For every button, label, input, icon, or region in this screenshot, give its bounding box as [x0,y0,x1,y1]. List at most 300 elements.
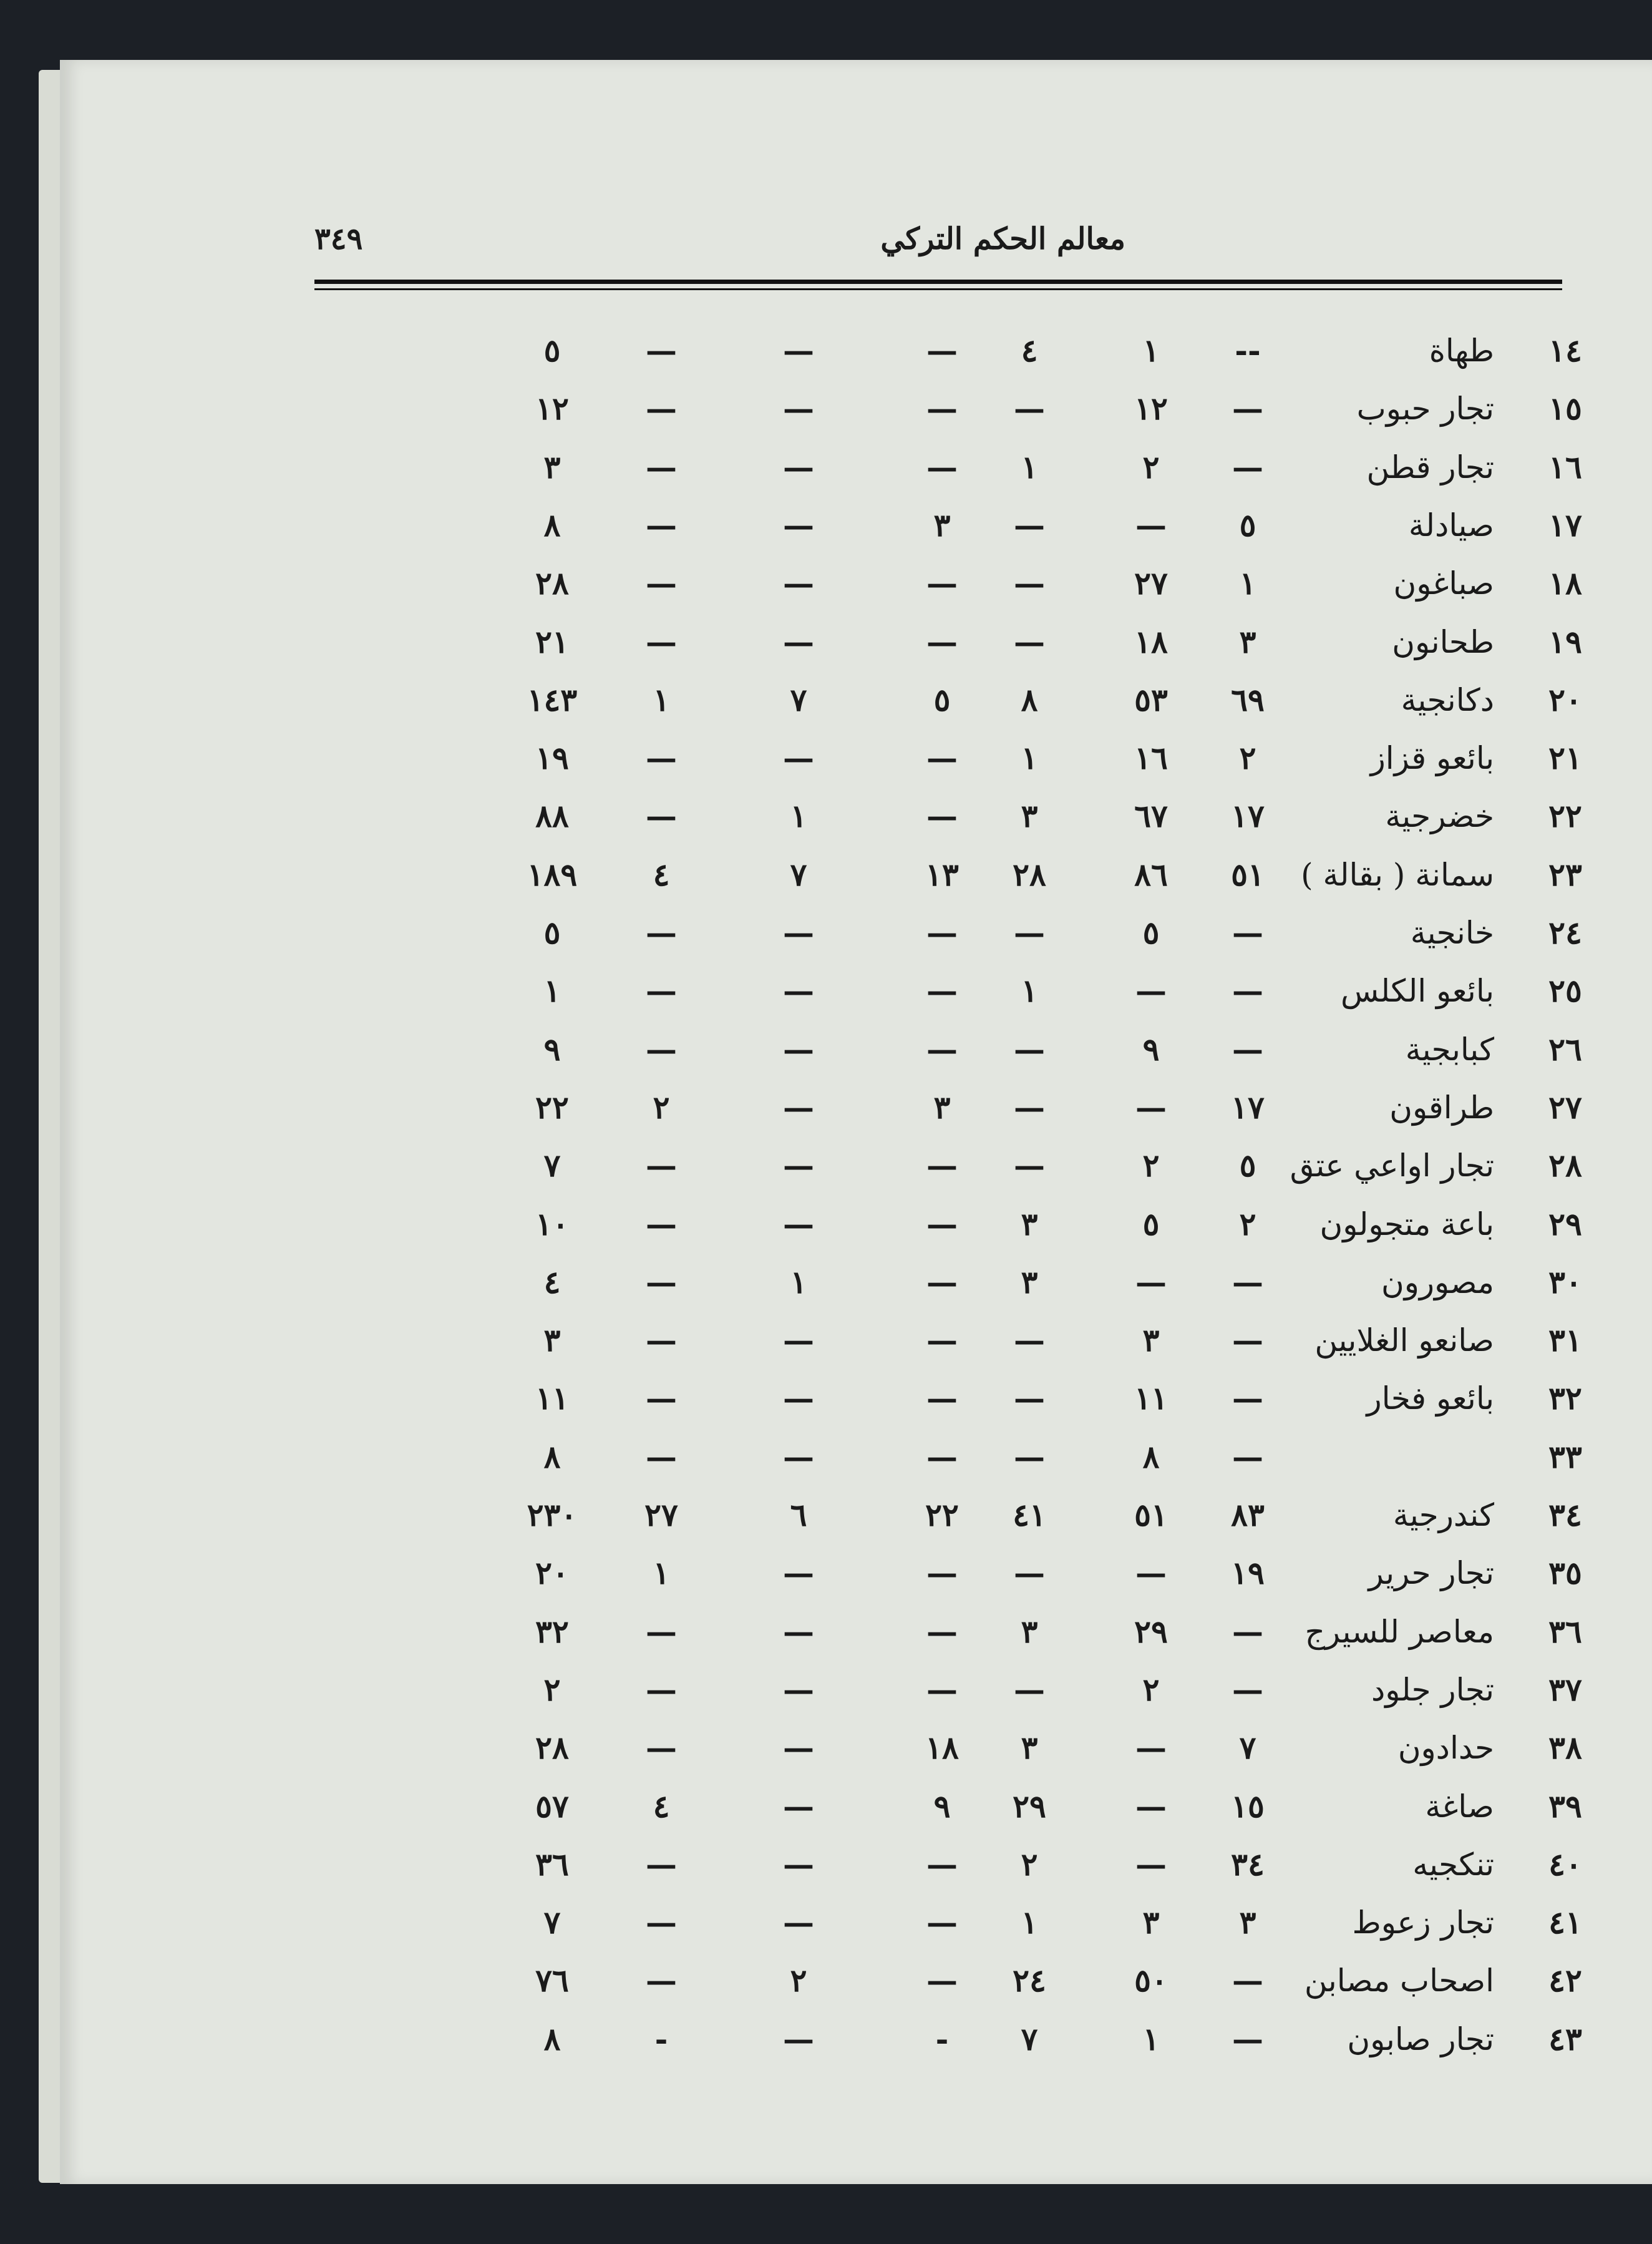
total-cell: ١٠ [535,1206,569,1242]
row-number: ١٦ [1548,449,1582,485]
value-cell: ٦ [790,1496,807,1533]
value-cell: ٧ [1239,1729,1256,1766]
value-cell: — [1135,1729,1167,1766]
occupation-name: صيادلة [1408,507,1494,544]
value-cell: ١ [1142,2021,1160,2057]
table-row [0,1079,1652,1136]
value-cell: — [1232,972,1263,1009]
value-cell: — [926,449,958,485]
value-cell: ٣ [1021,1729,1038,1766]
value-cell: ٣ [933,1089,951,1126]
value-cell: — [646,739,677,776]
value-cell: — [1014,1089,1045,1126]
value-cell: — [1014,1438,1045,1475]
value-cell: ٨ [1142,1438,1160,1475]
value-cell: ٥ [1239,1147,1256,1184]
occupation-name: كبابجية [1405,1032,1494,1068]
value-cell: ٧ [790,856,807,893]
value-cell: — [1135,1788,1167,1825]
value-cell: ١ [1021,739,1038,776]
value-cell: — [646,1322,677,1359]
table-row [0,1544,1652,1602]
value-cell: — [926,623,958,660]
total-cell: ٢٨ [535,1729,569,1766]
value-cell: — [926,1147,958,1184]
table-row [0,1894,1652,1951]
value-cell: ٤ [653,856,670,893]
value-cell: — [926,972,958,1009]
occupation-name: طهاة [1429,333,1494,369]
value-cell: ٥ [1142,914,1160,951]
value-cell: ٨ [1021,681,1038,718]
total-cell: ٢٠ [535,1554,569,1591]
value-cell: ٣ [1239,1904,1256,1941]
value-cell: — [926,1846,958,1883]
table-row [0,671,1652,729]
value-cell: ٥١ [1231,856,1265,893]
value-cell: — [926,1613,958,1650]
table-row [0,497,1652,554]
table-row [0,1836,1652,1893]
occupation-name: تنكجيه [1412,1846,1494,1883]
table-row [0,380,1652,437]
value-cell: ٢ [1142,1671,1160,1708]
value-cell: — [1135,1264,1167,1300]
value-cell: — [926,1380,958,1417]
value-cell: — [783,449,814,485]
value-cell: ٧ [790,681,807,718]
value-cell: ١ [653,681,670,718]
total-cell: ٥٧ [535,1788,569,1825]
value-cell: — [926,1322,958,1359]
value-cell: ٣ [1142,1322,1160,1359]
table-row [0,1486,1652,1544]
value-cell: ٦٩ [1231,681,1265,718]
value-cell: — [783,390,814,427]
value-cell: ٩ [1142,1031,1160,1068]
occupation-name: تجار صابون [1347,2021,1494,2057]
page-number: ٣٤٩ [314,222,363,256]
value-cell: — [1135,507,1167,544]
value-cell: — [1014,1147,1045,1184]
total-cell: ٨ [543,1438,561,1475]
value-cell: ٢٤ [1013,1962,1046,1999]
value-cell: ١ [1142,332,1160,369]
total-cell: ١٤٣ [527,681,578,718]
value-cell: ٢٩ [1134,1613,1168,1650]
total-cell: ٧ [543,1147,561,1184]
row-number: ٢٢ [1548,798,1582,834]
value-cell: ٥٠ [1134,1962,1168,1999]
value-cell: ٣ [1021,798,1038,834]
value-cell: — [646,1671,677,1708]
value-cell: ١٣ [925,856,959,893]
value-cell: — [783,1613,814,1650]
value-cell: — [783,972,814,1009]
row-number: ٤٣ [1548,2021,1582,2057]
value-cell: — [783,2021,814,2057]
total-cell: ٨ [543,507,561,544]
value-cell: — [783,1904,814,1941]
value-cell: — [783,623,814,660]
value-cell: — [926,798,958,834]
value-cell: — [783,739,814,776]
total-cell: ٨ [543,2021,561,2057]
occupation-name: باعة متجولون [1319,1206,1494,1242]
value-cell: ١ [790,1264,807,1300]
value-cell: — [926,1904,958,1941]
occupation-name: كندرجية [1392,1497,1494,1533]
occupation-name: تجار حبوب [1356,391,1494,427]
value-cell: ٣ [1021,1613,1038,1650]
total-cell: ١٩ [535,739,569,776]
value-cell: — [926,390,958,427]
value-cell: ٨٣ [1231,1496,1265,1533]
value-cell: — [646,1147,677,1184]
table-row [0,1254,1652,1311]
row-number: ٢٨ [1548,1147,1582,1184]
value-cell: — [646,1846,677,1883]
table-row [0,1312,1652,1369]
row-number: ٣٢ [1548,1380,1582,1417]
table-row [0,1603,1652,1661]
total-cell: ٥ [543,914,561,951]
value-cell: — [1232,1962,1263,1999]
value-cell: ١١ [1134,1380,1168,1417]
value-cell: ٣٤ [1231,1846,1265,1883]
value-cell: — [926,1554,958,1591]
value-cell: — [783,1788,814,1825]
value-cell: — [783,332,814,369]
value-cell: ٧ [1021,2021,1038,2057]
value-cell: — [646,1904,677,1941]
value-cell: ٢٨ [1013,856,1046,893]
value-cell: — [1135,972,1167,1009]
occupation-name: بائعو فخار [1366,1380,1494,1417]
value-cell: ٢ [790,1962,807,1999]
table-row [0,2011,1652,2068]
table-row [0,788,1652,845]
value-cell: ١٧ [1231,1089,1265,1126]
value-cell: — [646,449,677,485]
value-cell: ٣ [1239,623,1256,660]
value-cell: — [1232,449,1263,485]
row-number: ١٨ [1548,565,1582,602]
occupation-name: تجار قطن [1366,449,1494,485]
total-cell: ٧٦ [535,1962,569,1999]
occupation-name: حدادون [1397,1730,1494,1766]
total-cell: ٢١ [535,623,569,660]
row-number: ٢١ [1548,739,1582,776]
table-row [0,1196,1652,1253]
value-cell: - [654,2021,668,2057]
value-cell: — [926,565,958,602]
row-number: ٢٥ [1548,972,1582,1009]
value-cell: — [1014,1671,1045,1708]
row-number: ٣٩ [1548,1788,1582,1825]
occupation-name: تجار جلود [1371,1672,1494,1708]
value-cell: ٥ [1239,507,1256,544]
occupation-name: اصحاب مصابن [1304,1963,1494,1999]
occupation-name: طحانون [1392,624,1494,660]
value-cell: — [1232,1322,1263,1359]
total-cell: ٣ [543,449,561,485]
value-cell: — [646,332,677,369]
value-cell: — [646,798,677,834]
occupation-name: صانعو الغلايين [1314,1322,1494,1359]
value-cell: — [1232,390,1263,427]
row-number: ٣٧ [1548,1671,1582,1708]
value-cell: ٢ [1142,1147,1160,1184]
value-cell: — [1014,565,1045,602]
value-cell: — [783,1380,814,1417]
total-cell: ٣٢ [535,1613,569,1650]
total-cell: ٢٨ [535,565,569,602]
row-number: ٣٥ [1548,1554,1582,1591]
value-cell: — [926,332,958,369]
total-cell: ١٨٩ [527,856,578,893]
value-cell: — [926,739,958,776]
header-rule-thin [314,288,1562,290]
total-cell: ٢٣٠ [527,1496,578,1533]
value-cell: — [646,1380,677,1417]
value-cell: — [646,1438,677,1475]
value-cell: — [646,390,677,427]
value-cell: — [783,1554,814,1591]
value-cell: — [783,507,814,544]
value-cell: — [1014,507,1045,544]
value-cell: — [1014,1380,1045,1417]
row-number: ٣١ [1548,1322,1582,1359]
value-cell: ٥١ [1134,1496,1168,1533]
page-header [314,222,1562,278]
occupation-name: صباغون [1393,565,1494,602]
value-cell: — [783,914,814,951]
row-number: ٢٩ [1548,1206,1582,1242]
row-number: ٢٧ [1548,1089,1582,1126]
table-row [0,1370,1652,1427]
occupation-name: خضرجية [1385,798,1494,834]
value-cell: ٢٢ [925,1496,959,1533]
row-number: ٢٣ [1548,856,1582,893]
value-cell: — [783,565,814,602]
occupation-name: طراقون [1389,1090,1494,1126]
table-row [0,1778,1652,1835]
value-cell: — [783,1671,814,1708]
occupation-name: بائعو الكلس [1341,973,1494,1009]
value-cell: — [1014,390,1045,427]
value-cell: — [783,1729,814,1766]
value-cell: ٥ [933,681,951,718]
total-cell: ٧ [543,1904,561,1941]
value-cell: — [1232,1380,1263,1417]
total-cell: ٣٦ [535,1846,569,1883]
row-number: ٣٠ [1548,1264,1582,1300]
value-cell: ١ [1021,449,1038,485]
value-cell: — [646,1962,677,1999]
value-cell: ٣ [1021,1264,1038,1300]
table-row [0,904,1652,962]
row-number: ٢٤ [1548,914,1582,951]
value-cell: ٣ [1021,1206,1038,1242]
value-cell: — [646,565,677,602]
value-cell: — [646,623,677,660]
total-cell: ٩ [543,1031,561,1068]
row-number: ١٥ [1548,390,1582,427]
total-cell: ١٢ [535,390,569,427]
value-cell: — [1232,1613,1263,1650]
value-cell: ١٥ [1231,1788,1265,1825]
total-cell: ٢٢ [535,1089,569,1126]
running-title: معالم الحكم التركي [880,222,1125,256]
value-cell: — [783,1438,814,1475]
header-rule [314,280,1562,284]
value-cell: ٥٣ [1134,681,1168,718]
value-cell: — [646,914,677,951]
occupation-name: بائعو قزاز [1370,740,1494,776]
value-cell: ١٢ [1134,390,1168,427]
value-cell: ١٩ [1231,1554,1265,1591]
value-cell: ١٧ [1231,798,1265,834]
row-number: ٤٢ [1548,1962,1582,1999]
value-cell: ٢٧ [644,1496,678,1533]
value-cell: — [1135,1089,1167,1126]
occupation-name [1251,1428,1494,1486]
row-number: ٤١ [1548,1904,1582,1941]
row-number: ١٩ [1548,623,1582,660]
value-cell: ٢ [1021,1846,1038,1883]
value-cell: — [1232,1031,1263,1068]
occupation-name: تجار اواعي عتق [1290,1148,1494,1184]
value-cell: — [1135,1846,1167,1883]
value-cell: — [926,1206,958,1242]
total-cell: ١ [543,972,561,1009]
total-cell: ١١ [535,1380,569,1417]
occupation-name: خانجية [1410,915,1494,951]
value-cell: — [1232,1264,1263,1300]
row-number: ٣٤ [1548,1496,1582,1533]
row-number: ١٤ [1548,332,1582,369]
value-cell: ١٨ [925,1729,959,1766]
value-cell: ٦٧ [1134,798,1168,834]
value-cell: — [1232,2021,1263,2057]
value-cell: ٢ [1239,1206,1256,1242]
table-row [0,1719,1652,1777]
table-row [0,962,1652,1020]
table-row [0,729,1652,787]
table-row [0,1952,1652,2009]
occupation-name: دكانجية [1401,682,1494,718]
value-cell: — [1014,1031,1045,1068]
total-cell: ٨٨ [535,798,569,834]
row-number: ٣٦ [1548,1613,1582,1650]
table-row [0,613,1652,671]
value-cell: — [783,1031,814,1068]
table-row [0,1137,1652,1194]
value-cell: ١ [1239,565,1256,602]
value-cell: ٢ [1142,449,1160,485]
value-cell: ٢٧ [1134,565,1168,602]
total-cell: ٥ [543,332,561,369]
table-row [0,322,1652,379]
value-cell: — [783,1089,814,1126]
value-cell: — [646,1264,677,1300]
table-row [0,846,1652,904]
value-cell: — [646,972,677,1009]
value-cell: ٤ [653,1788,670,1825]
occupation-name: تجار زعوط [1352,1905,1494,1941]
value-cell: — [1014,1554,1045,1591]
table-row [0,439,1652,496]
value-cell: ١ [653,1554,670,1591]
row-number: ٢٦ [1548,1031,1582,1068]
value-cell: ٩ [933,1788,951,1825]
value-cell: -- [1235,332,1261,369]
value-cell: ٥ [1142,1206,1160,1242]
value-cell: - [935,2021,949,2057]
value-cell: ١٦ [1134,739,1168,776]
occupation-name: سمانة ( بقالة ) [1301,857,1494,893]
value-cell: — [646,1031,677,1068]
row-number: ٤٠ [1548,1846,1582,1883]
value-cell: ١ [1021,1904,1038,1941]
value-cell: — [1014,914,1045,951]
value-cell: — [783,1846,814,1883]
table-row [0,1428,1652,1486]
value-cell: ٨٦ [1134,856,1168,893]
table-row [0,1021,1652,1078]
value-cell: — [646,1206,677,1242]
table-row [0,1661,1652,1719]
value-cell: — [1135,1554,1167,1591]
value-cell: ٢ [1239,739,1256,776]
value-cell: — [926,1671,958,1708]
total-cell: ٢ [543,1671,561,1708]
value-cell: ١ [790,798,807,834]
value-cell: ٤١ [1013,1496,1046,1533]
occupation-name: مصورون [1381,1264,1494,1300]
value-cell: — [926,1264,958,1300]
value-cell: — [783,1322,814,1359]
value-cell: — [926,914,958,951]
value-cell: ٢ [653,1089,670,1126]
value-cell: — [1232,1438,1263,1475]
value-cell: — [926,1962,958,1999]
value-cell: ١٨ [1134,623,1168,660]
value-cell: — [646,507,677,544]
value-cell: — [1014,623,1045,660]
value-cell: — [1014,1322,1045,1359]
value-cell: ١ [1021,972,1038,1009]
value-cell: — [1232,914,1263,951]
occupation-name: صاغة [1425,1788,1494,1825]
table-row [0,555,1652,612]
total-cell: ٤ [543,1264,561,1300]
row-number: ١٧ [1548,507,1582,544]
value-cell: ٣ [933,507,951,544]
row-number: ٢٠ [1548,681,1582,718]
value-cell: — [783,1147,814,1184]
value-cell: — [646,1613,677,1650]
row-number: ٣٣ [1548,1438,1582,1475]
value-cell: ٤ [1021,332,1038,369]
value-cell: — [783,1206,814,1242]
value-cell: ٣ [1142,1904,1160,1941]
row-number: ٣٨ [1548,1729,1582,1766]
occupation-name: معاصر للسيرج [1305,1614,1494,1650]
value-cell: ٢٩ [1013,1788,1046,1825]
value-cell: — [926,1031,958,1068]
